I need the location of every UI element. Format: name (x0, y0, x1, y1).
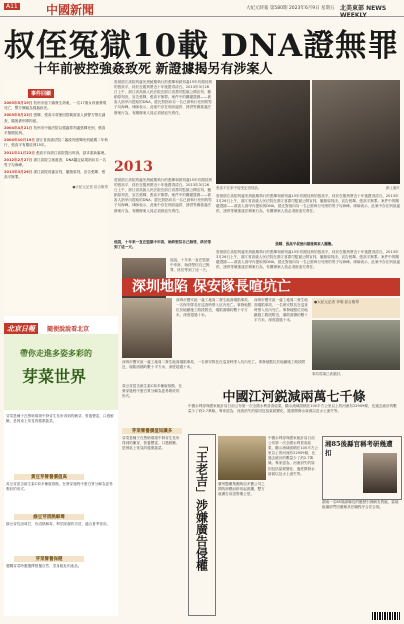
photo-caption-1: 張高平在家中接受記者採訪。 (216, 186, 262, 190)
right-small-body: 湖南一名85後副縣長的履歷引發網友質疑，當地組織部門回應稱其任職程序合法合規。 (322, 500, 399, 510)
feature-intro: 芽菜是種子在黑暗環境中發芽生長所得到的嫩芽，營養豐富，口感鮮嫩，是餐桌上常見的健康蔬菜。 (6, 414, 114, 424)
lead-body-right: 曾被浙江高院判處死刑緩期執行的張輝和被判處15年有期徒刑的張高平，終於在服刑將近十年後獲得清白。2013年3月26日上午，浙江省高級人民法院在浙江省喬司監獄公開宣判，撤銷原判決，宣告張輝、張高平無罪。案件中的關鍵證據——被害人指甲內提取的DNA，經比對指向另一名已被執行死刑的男子勾海峰。律師表示，此案中存在刑訊逼供、誘供等嚴重違法辦案行為，有關辦案人員必須被追究責任。 (216, 194, 400, 214)
vertical-story-body-2: 中國水利部與國家統計局日前公布第一次全國水利普查結果，顯示流域面積在100平方公里以上的河流有22909條，比過去統計的數量少了約2.7萬條。專家認為，河流消失的原因包括氣候變化、過度開發水資源以及水土流失等。 (268, 436, 318, 476)
lead-photo-1 (216, 80, 310, 184)
second-story-body-3: 深圳市寶安區一處工地周二發生地面塌陷事故，一名保安隊長在巡查時墜入坑內死亡。事發地點位於地鐵施工路段附近，塌陷面積約數十平方米，深度超過十米。 (122, 360, 306, 370)
feature-sub3: 芽菜營養保健 (14, 556, 84, 562)
sinkhole-caption: 事故現場已被圍封。 (312, 372, 344, 376)
timeline-year: 2012年2月27日 (4, 157, 33, 162)
feature-body1: 黃豆芽富含維生素C和多種胺基酸，在發芽過程中蛋白質分解為更易吸收的形式。 (6, 482, 113, 492)
dateline: 大紀元時報 第580期 2023年6月9日 星期五 (246, 6, 335, 11)
page-number: A11 (6, 3, 18, 10)
feature-sub1: 黃豆芽營養價值高 (14, 474, 84, 480)
center-box-title: 芽菜營養價值知識多 (122, 428, 182, 434)
edition-label: 北美東部 NEWS WEEKLY (340, 5, 387, 19)
timeline-item (4, 126, 108, 136)
main-headline: 叔侄冤獄10載 DNA證無罪 (4, 28, 400, 64)
timeline-item (4, 151, 108, 156)
mid-caption: 張輝、張高平叔侄出獄後與家人團聚。 (275, 242, 335, 246)
timeline-item (4, 158, 108, 168)
feature-section-label: 隨便說說看北京 (47, 326, 90, 333)
second-story-title: 深圳地陷 保安隊長喧坑亡 (122, 278, 400, 296)
second-story-lead-box (312, 298, 400, 318)
second-story-body-2: 深圳市寶安區一處工地周二發生地面塌陷事故，一名保安隊長在巡查時墜入坑內死亡。事發地點位於地鐵施工路段附近，塌陷面積約數十平方米，深度超過十米。 (254, 298, 308, 323)
timeline-year: 2004年4月21日 (4, 125, 33, 130)
big-year-block (114, 156, 212, 176)
timeline-text: 浙江高院再審宣判，撤銷原判，宣告張輝、張高平無罪。 (4, 170, 106, 180)
barcode (372, 612, 400, 620)
timeline-year: 2013年3月26日 (4, 170, 33, 175)
timeline-text: 張高平向浙江高院提出申訴，請求重新審理。 (35, 150, 108, 155)
timeline-item (4, 138, 108, 148)
wanglaoji-photo (218, 436, 266, 480)
right-small-photo (363, 453, 397, 493)
vertical-story-body: 廣州醫藥集團與加多寶公司之間的商標糾紛再起波瀾，雙方就廣告用語對簿公堂。 (218, 482, 265, 497)
feature-logo: 北京日報 (4, 323, 38, 334)
feature-headline-1: 帶你走進多姿多彩的 (20, 348, 92, 358)
lead-photo-2 (312, 80, 400, 184)
timeline-year: 2003年5月23日 (4, 113, 33, 118)
timeline-item (4, 113, 108, 123)
second-story-body: 深圳市寶安區一處工地周二發生地面塌陷事故，一名保安隊長在巡查時墜入坑內死亡。事發地點位於地鐵施工路段附近，塌陷面積約數十平方米，深度超過十米。 (176, 298, 252, 318)
section-logo: 中國新聞 (46, 3, 95, 17)
feature-box (4, 316, 118, 616)
timeline-text: 杭州市留下鎮發生命案，一名17歲女孩被發現死亡，警方懷疑為強姦致死。 (4, 101, 107, 111)
lead-body-right-2: 曾被浙江高院判處死刑緩期執行的張輝和被判處15年有期徒刑的張高平，終於在服刑將近十年後獲得清白。2013年3月26日上午，浙江省高級人民法院在浙江省喬司監獄公開宣判，撤銷原判決，宣告張輝、張高平無罪。案件中的關鍵證據——被害人指甲內提取的DNA，經比對指向另一名已被執行死刑的男子勾海峰。律師表示，此案中存在刑訊逼供、誘供等嚴重違法辦案行為，有關辦案人員必須被追究責任。 (216, 250, 400, 270)
sub-headline: 十年前被控強姦致死 新證據揭另有涉案人 (34, 62, 273, 77)
feature-body2: 綠豆芽性涼味甘，有清熱解毒、利尿除濕的功效，適合夏季食用。 (6, 522, 111, 526)
right-small-box (322, 436, 402, 500)
timeline-sidebar (4, 80, 108, 312)
feature-headline-2: 芽菜世界 (22, 367, 87, 386)
feature-header (4, 316, 118, 333)
feature-banner (4, 334, 118, 410)
lead-body-cont: 曾被浙江高院判處死刑緩期執行的張輝和被判處15年有期徒刑的張高平，終於在服刑將近十年後獲得清白。2013年3月26日上午，浙江省高級人民法院在浙江省喬司監獄公開宣判，撤銷原判決，宣告張輝、張高平無罪。案件中的關鍵證據——被害人指甲內提取的DNA，經比對指向另一名已被執行死刑的男子勾海峰。律師表示，此案中存在刑訊逼供、誘供等嚴重違法辦案行為，有關辦案人員必須被追究責任。 (114, 178, 212, 213)
timeline-tag: 事件回顧 (28, 89, 54, 98)
rivers-body: 中國水利部與國家統計局日前公布第一次全國水利普查結果，顯示流域面積在100平方公里以上的河流有22909條，比過去統計的數量少了約2.7萬條。專家認為，河流消失的原因包括氣候變化、過度開發水資源以及水土流失等。 (188, 404, 397, 414)
rivers-headline: 中國江河鋭減兩萬七千條 (222, 390, 366, 405)
right-small-title: 湘85後縣官稱考研幾遭扣 (325, 440, 393, 457)
feature-body3: 選購芽菜時應選擇根鬚自然、莖身粗壯的產品。 (6, 564, 82, 568)
timeline-year: 2003年5月19日 (4, 101, 33, 105)
sinkhole-photo (312, 320, 400, 370)
vertical-story-frame (188, 434, 216, 616)
timeline-list (4, 101, 108, 181)
timeline-item (4, 170, 108, 180)
big-year: 2013 (114, 159, 153, 175)
timeline-text: 杭州市中級法院以強姦罪判處張輝死刑，張高平無期徒刑。 (4, 125, 106, 136)
center-col-text: 黃豆芽富含維生素C和多種胺基酸，在發芽過程中蛋白質分解為更易吸收的形式。 (122, 384, 182, 399)
center-col-text-2: 芽菜是種子在黑暗環境中發芽生長所得到的嫩芽，營養豐富，口感鮮嫩，是餐桌上常見的健康蔬菜。 (122, 436, 180, 451)
timeline-item (4, 101, 108, 111)
timeline-text: 浙江省高級法院二審改判張輝死刑緩期二年執行，張高平有期徒刑15年。 (4, 138, 108, 148)
lead-body: 曾被浙江高院判處死刑緩期執行的張輝和被判處15年有期徒刑的張高平，終於在服刑將近十年後獲得清白。2013年3月26日上午，浙江省高級人民法院在浙江省喬司監獄公開宣判，撤銷原判決，宣告張輝、張高平無罪。案件中的關鍵證據——被害人指甲內提取的DNA，經比對指向另一名已被執行死刑的男子勾海峰。律師表示，此案中存在刑訊逼供、誘供等嚴重違法辦案行為，有關辦案人員必須被追究責任。 (114, 80, 212, 115)
second-story-portrait (122, 298, 172, 358)
timeline-year: 2011年11月22日 (4, 150, 35, 155)
portrait-side-text: 他說，十年來一直在監獄中申訴，始終堅信自己無罪，終於等到了這一天。 (170, 258, 210, 273)
timeline-year: 2004年10月19日 (4, 138, 35, 143)
timeline-text: 浙江高院立案複查，DNA鑑定結果指向另一名男子勾海峰。 (4, 157, 107, 168)
photo-credit: 網上圖片 (386, 186, 400, 190)
pullquote: 他說，十年來一直在監獄中申訴，始終堅信自己無罪，終於等到了這一天。 (114, 240, 212, 250)
second-story-lead: ●大紀元記者 李明 綜合報導 (314, 300, 359, 304)
timeline-credit: ●大紀元記者 綜合報導 (72, 184, 108, 189)
feature-sub2: 綠豆芽清熱解毒 (14, 514, 84, 520)
vertical-headline: 「王老吉」涉嫌廣告侵權 (194, 439, 209, 571)
timeline-text: 張輝、張高平叔侄因搭載被害人被警方帶走調查，隨後被刑事拘留。 (4, 113, 106, 123)
